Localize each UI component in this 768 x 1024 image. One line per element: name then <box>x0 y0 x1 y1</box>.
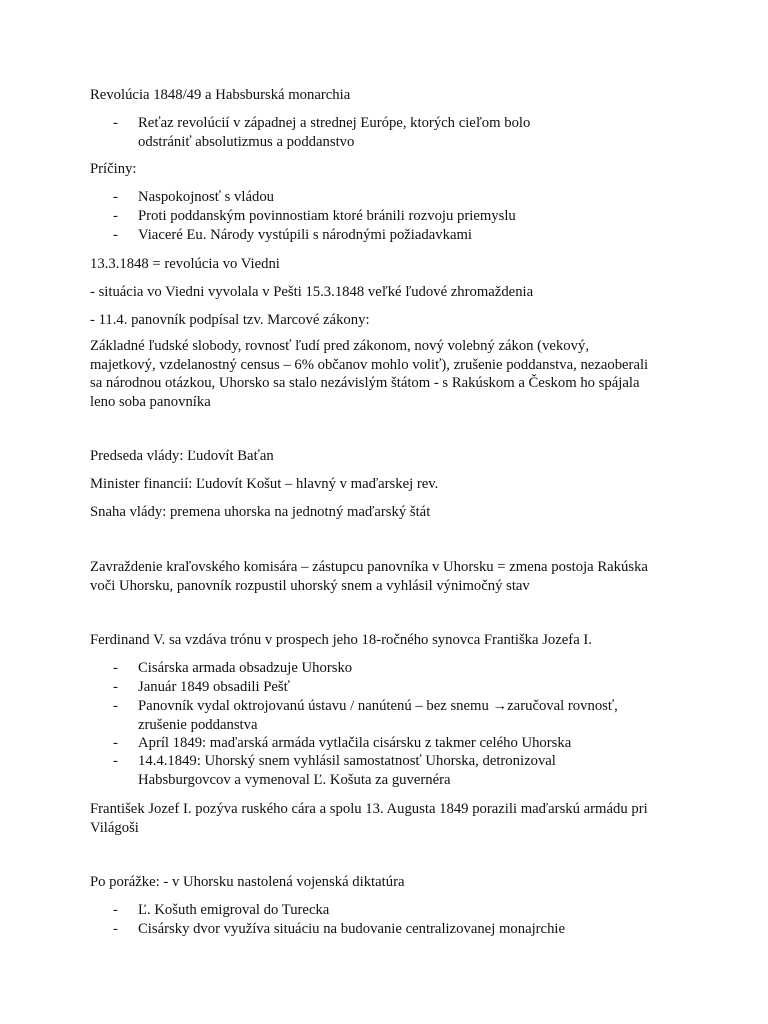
bullet-dash: - <box>113 735 118 751</box>
event-item <box>113 659 653 678</box>
bullet-text: Panovník vydal oktrojovanú ústavu / nanútenú – bez snemu →zaručoval rovnosť, zrušenie poddanstva <box>138 698 618 733</box>
bullet-text: Ľ. Košuth emigroval do Turecka <box>138 902 330 918</box>
cause-item <box>113 226 653 245</box>
event-item <box>113 678 653 697</box>
event-item <box>113 734 653 753</box>
causes-heading: Príčiny: <box>90 161 137 177</box>
march-laws-text: Základné ľudské slobody, rovnosť ľudí pred zákonom, nový volebný zákon (vekový, majetkový, vzdelanostný census – 6% občanov mohlo voliť), zrušenie poddanstva, nezaoberali sa národnou otázkou, Uhorsko sa stalo nezávislým štátom - s Rakúskom a Českom ho spájala leno soba panovníka <box>90 338 649 410</box>
bullet-dash: - <box>113 698 118 714</box>
bullet-dash: - <box>113 189 118 205</box>
bullet-text: Reťaz revolúcií v západnej a strednej Európe, ktorých cieľom bolo odstrániť absolutizmus a poddanstvo <box>138 115 531 150</box>
bullet-text: Cisárska armada obsadzuje Uhorsko <box>138 660 353 676</box>
after-line: Po porážke: - v Uhorsku nastolená vojenská diktatúra <box>90 874 405 890</box>
goal-line: Snaha vlády: premena uhorska na jednotný maďarský štát <box>90 504 431 520</box>
pest-line: - situácia vo Viedni vyvolala v Pešti 15.3.1848 veľké ľudové zhromaždenia <box>90 284 534 300</box>
bullet-text: Cisársky dvor využíva situáciu na budovanie centralizovanej monajrchie <box>138 921 566 937</box>
vilagos-text: František Jozef I. pozýva ruského cára a spolu 13. Augusta 1849 porazili maďarskú armádu pri Világoši <box>90 801 648 836</box>
bullet-dash: - <box>113 921 118 937</box>
bullet-dash: - <box>113 753 118 769</box>
bullet-dash: - <box>113 115 118 131</box>
murder-text: Zavraždenie kraľovského komisára – zástupcu panovníka v Uhorsku = zmena postoja Rakúska voči Uhorsku, panovník rozpustil uhorský snem a vyhlásil výnimočný stav <box>90 559 648 594</box>
finance-line: Minister financií: Ľudovít Košut – hlavný v maďarskej rev. <box>90 476 439 492</box>
pm-line: Predseda vlády: Ľudovít Baťan <box>90 448 274 464</box>
march-laws-line: - 11.4. panovník podpísal tzv. Marcové zákony: <box>90 312 370 328</box>
bullet-text: Viaceré Eu. Národy vystúpili s národnými požiadavkami <box>138 227 472 243</box>
bullet-text: Proti poddanským povinnostiam ktoré bránili rozvoju priemyslu <box>138 208 516 224</box>
bullet-text: Január 1849 obsadili Pešť <box>138 679 290 695</box>
cause-item <box>113 207 653 226</box>
event-item <box>113 752 653 789</box>
event-item <box>113 697 653 734</box>
vienna-line: 13.3.1848 = revolúcia vo Viedni <box>90 256 280 272</box>
bullet-dash: - <box>113 660 118 676</box>
bullet-dash: - <box>113 679 118 695</box>
abdication-line: Ferdinand V. sa vzdáva trónu v prospech jeho 18-ročného synovca Františka Jozefa I. <box>90 632 592 648</box>
bullet-dash: - <box>113 227 118 243</box>
bullet-dash: - <box>113 208 118 224</box>
bullet-text: 14.4.1849: Uhorský snem vyhlásil samostatnosť Uhorska, detronizoval Habsburgovcov a vymenoval Ľ. Košuta za guvernéra <box>138 753 556 788</box>
after-item <box>113 901 653 920</box>
bullet-text: Naspokojnosť s vládou <box>138 189 275 205</box>
cause-item <box>113 188 653 207</box>
doc-title: Revolúcia 1848/49 a Habsburská monarchia <box>90 87 351 103</box>
bullet-dash: - <box>113 902 118 918</box>
intro-bullet <box>113 114 653 151</box>
bullet-text: Apríl 1849: maďarská armáda vytlačila cisársku z takmer celého Uhorska <box>138 735 572 751</box>
after-item <box>113 920 653 939</box>
